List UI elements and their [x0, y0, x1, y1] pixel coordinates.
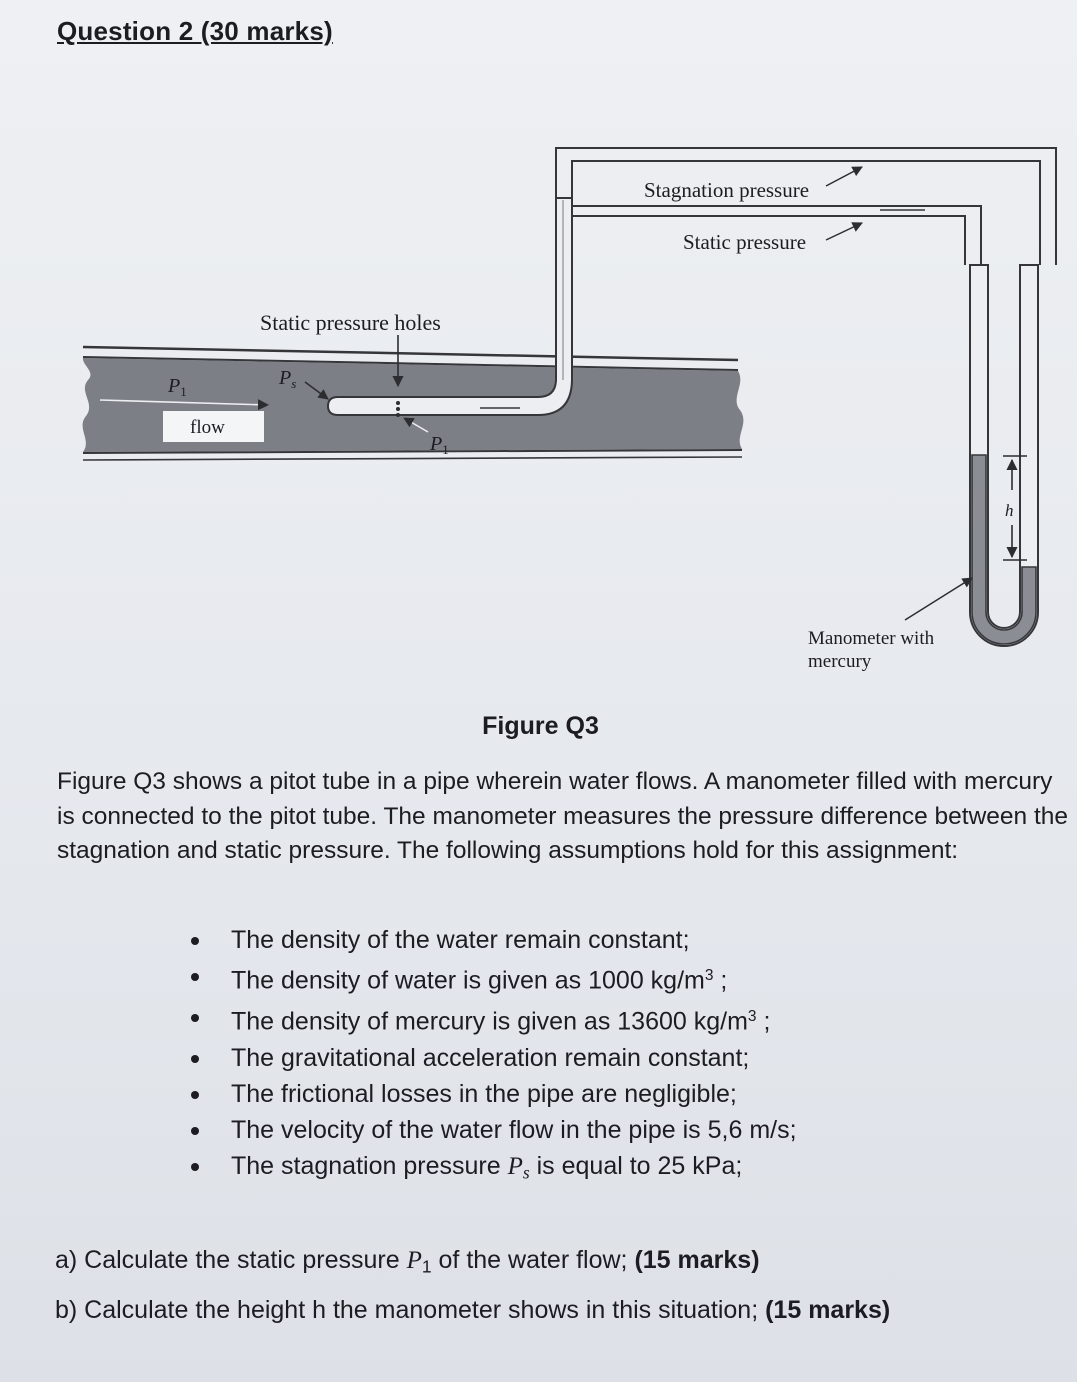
list-item: [185, 1112, 1035, 1148]
figure-caption: [0, 712, 1077, 741]
task-b: [55, 1296, 890, 1325]
figure-caption-text: Figure Q3: [482, 712, 599, 740]
label-h: h: [1005, 501, 1014, 520]
list-item: [185, 999, 1035, 1040]
assumptions-list: [185, 922, 1035, 1191]
question-heading: Question 2 (30 marks): [57, 16, 333, 46]
task-a-marks: (15 marks): [634, 1246, 760, 1274]
assumption-text-end: ;: [713, 966, 728, 995]
assumption-text: The stagnation pressure: [231, 1152, 508, 1181]
symbol-p: P: [406, 1247, 422, 1274]
task-a-text: a) Calculate the static pressure: [55, 1246, 407, 1274]
label-ps-sub: s: [291, 376, 297, 391]
list-item: [185, 1076, 1035, 1112]
task-a-text-end: of the water flow;: [431, 1246, 635, 1274]
task-b-marks: (15 marks): [765, 1296, 891, 1324]
subscript: 1: [421, 1256, 432, 1277]
assumption-text-end: is equal to 25 kPa;: [529, 1152, 743, 1181]
task-b-text: b) Calculate the height h the manometer shows in this situation;: [55, 1296, 766, 1324]
task-a: [55, 1246, 760, 1277]
assumption-text: The density of the water remain constant;: [231, 926, 690, 954]
assumption-text: The velocity of the water flow in the pipe is 5,6 m/s;: [231, 1116, 797, 1145]
assumption-text: The density of water is given as 1000 kg/m: [231, 966, 705, 995]
label-p1-left-sub: 1: [180, 384, 187, 399]
bullet-icon: [191, 1014, 199, 1022]
symbol-p: P: [507, 1153, 523, 1181]
label-static-pressure: Static pressure: [683, 230, 807, 254]
label-p1-lower-symbol: P: [430, 433, 443, 455]
list-item: [185, 922, 1035, 958]
list-item: [185, 1040, 1035, 1076]
manometer-arrow: [905, 578, 972, 620]
assumption-text: The frictional losses in the pipe are negligible;: [231, 1079, 737, 1108]
assumption-text-end: ;: [756, 1007, 771, 1036]
assumption-text: The density of mercury is given as 13600 kg/m: [231, 1007, 748, 1036]
label-ps-symbol: P: [279, 367, 292, 389]
label-static-pressure-holes: Static pressure holes: [260, 310, 441, 335]
superscript: 3: [704, 967, 714, 985]
bullet-icon: [191, 1127, 199, 1135]
subscript: s: [522, 1162, 530, 1183]
label-stagnation-pressure: Stagnation pressure: [644, 178, 810, 202]
assumption-text: The gravitational acceleration remain constant;: [231, 1043, 750, 1072]
label-manometer-line1: Manometer with: [808, 628, 935, 649]
superscript: 3: [747, 1007, 757, 1025]
list-item: [185, 1148, 1035, 1191]
list-item: [185, 958, 1035, 999]
static-arrow: [826, 223, 862, 240]
label-flow: flow: [190, 417, 225, 438]
bullet-icon: [191, 937, 199, 945]
bullet-icon: [191, 973, 199, 981]
bullet-icon: [191, 1055, 199, 1063]
bullet-icon: [191, 1163, 199, 1171]
pitot-tube-figure: [0, 140, 1077, 680]
label-p1-left-symbol: P: [168, 375, 181, 397]
label-p1-lower-sub: 1: [442, 442, 449, 457]
intro-paragraph: Figure Q3 shows a pitot tube in a pipe wherein water flows. A manometer filled with mercury is connected to the pitot tube. The manometer measures the pressure difference between the stagnation and static pressure. The following assumptions hold for this assignment:: [57, 768, 1069, 864]
bullet-icon: [191, 1091, 199, 1099]
stagnation-arrow: [826, 167, 862, 186]
label-manometer-line2: mercury: [808, 651, 872, 672]
